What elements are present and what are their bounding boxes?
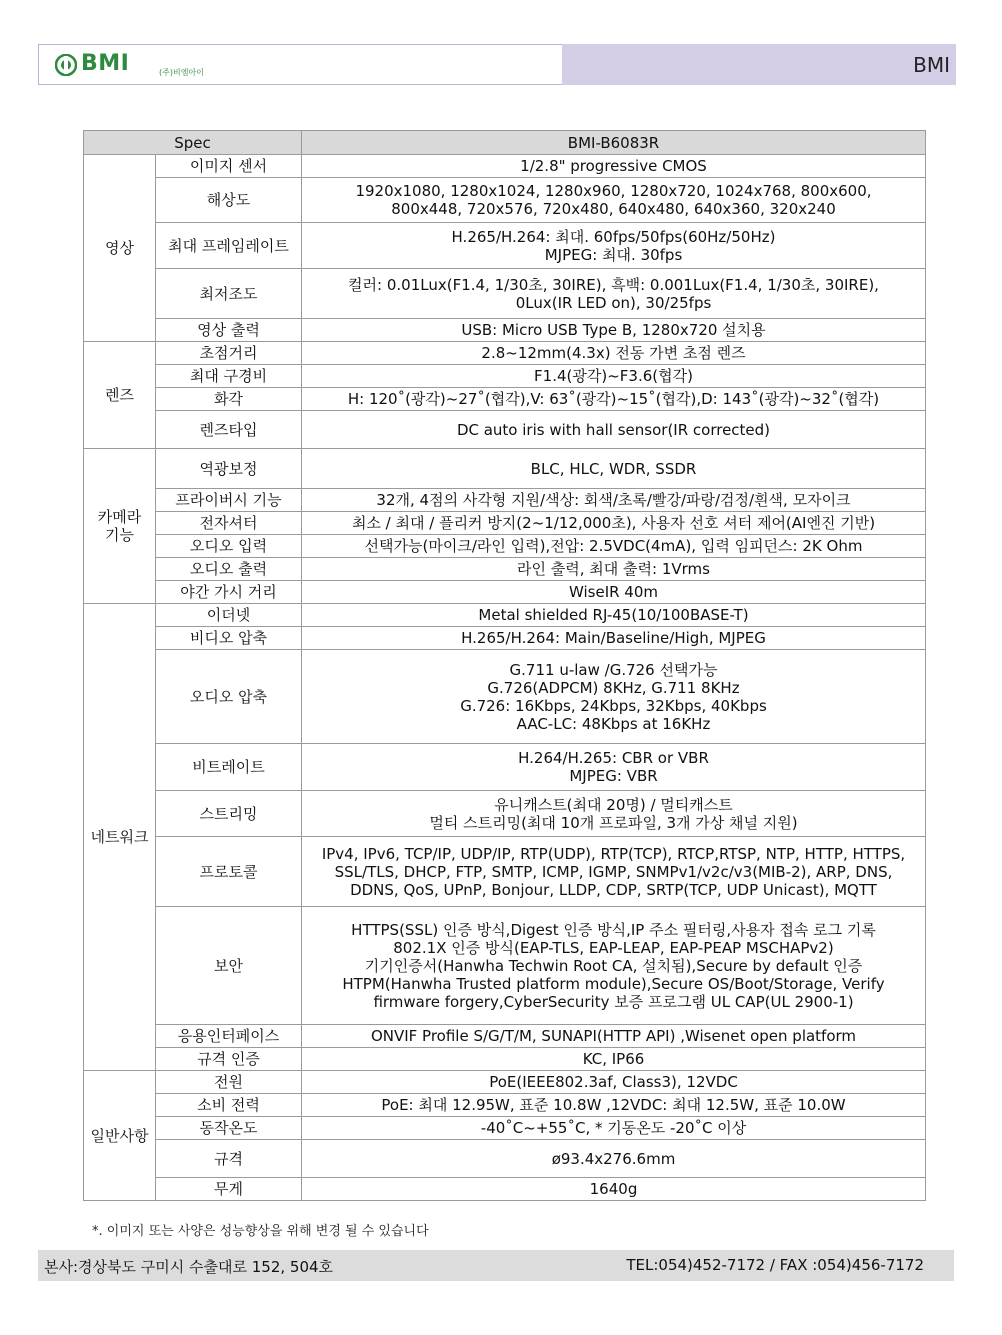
table-row — [84, 365, 926, 388]
spec-label: 화각 — [156, 388, 302, 411]
spec-value: ø93.4x276.6mm — [302, 1140, 926, 1178]
spec-value: 컬러: 0.01Lux(F1.4, 1/30초, 30IRE), 흑백: 0.001Lux(F1.4, 1/30초, 30IRE), 0Lux(IR LED on), 30/25fps — [302, 269, 926, 319]
category-cell-network: 네트워크 — [84, 604, 156, 1071]
table-row — [84, 558, 926, 581]
category-cell-lens: 렌즈 — [84, 342, 156, 449]
spec-label: 오디오 압축 — [156, 650, 302, 744]
spec-label: 보안 — [156, 907, 302, 1025]
spec-value: 1920x1080, 1280x1024, 1280x960, 1280x720, 1024x768, 800x600, 800x448, 720x576, 720x480, 640x480, 640x360, 320x240 — [302, 178, 926, 223]
category-cell-video: 영상 — [84, 155, 156, 342]
spec-label: 영상 출력 — [156, 319, 302, 342]
spec-value: -40˚C~+55˚C, * 기동온도 -20˚C 이상 — [302, 1117, 926, 1140]
spec-label: 프로토콜 — [156, 837, 302, 907]
table-row — [84, 535, 926, 558]
table-row — [84, 1071, 926, 1094]
table-row — [84, 489, 926, 512]
spec-label: 이미지 센서 — [156, 155, 302, 178]
spec-value: H.264/H.265: CBR or VBR MJPEG: VBR — [302, 744, 926, 791]
spec-value: F1.4(광각)~F3.6(협각) — [302, 365, 926, 388]
spec-value: IPv4, IPv6, TCP/IP, UDP/IP, RTP(UDP), RTP(TCP), RTCP,RTSP, NTP, HTTP, HTTPS, SSL/TLS, DHCP, FTP, SMTP, ICMP, IGMP, SNMPv1/v2c/v3(MIB-2), ARP, DNS, DDNS, QoS, UPnP, Bonjour, LLDP, CDP, SRTP(TCP, UDP Unicast), MQTT — [302, 837, 926, 907]
spec-table — [83, 130, 926, 1201]
spec-label: 오디오 입력 — [156, 535, 302, 558]
table-row — [84, 388, 926, 411]
category-cell-camera: 카메라 기능 — [84, 449, 156, 604]
spec-label: 최저조도 — [156, 269, 302, 319]
spec-value: HTTPS(SSL) 인증 방식,Digest 인증 방식,IP 주소 필터링,사용자 접속 로그 기록 802.1X 인증 방식(EAP-TLS, EAP-LEAP, EAP-PEAP MSCHAPv2) 기기인증서(Hanwha Techwin Root CA, 설치됨),Secure by default 인증 HTPM(Hanwha Trusted platform module),Secure OS/Boot/Storage, Verify firmware forgery,CyberSecurity 보증 프로그램 UL CAP(UL 2900-1) — [302, 907, 926, 1025]
spec-label: 비트레이트 — [156, 744, 302, 791]
spec-value: 선택가능(마이크/라인 입력),전압: 2.5VDC(4mA), 입력 임피던스: 2K Ohm — [302, 535, 926, 558]
spec-value: USB: Micro USB Type B, 1280x720 설치용 — [302, 319, 926, 342]
table-row — [84, 791, 926, 837]
spec-value: 최소 / 최대 / 플리커 방지(2~1/12,000초), 사용자 선호 셔터 제어(AI엔진 기반) — [302, 512, 926, 535]
spec-label: 비디오 압축 — [156, 627, 302, 650]
spec-label: 역광보정 — [156, 449, 302, 489]
spec-label: 무게 — [156, 1178, 302, 1201]
spec-value: PoE(IEEE802.3af, Class3), 12VDC — [302, 1071, 926, 1094]
spec-value: 1640g — [302, 1178, 926, 1201]
table-row — [84, 512, 926, 535]
table-row — [84, 223, 926, 269]
spec-label: 전자셔터 — [156, 512, 302, 535]
table-row — [84, 319, 926, 342]
spec-value: WiseIR 40m — [302, 581, 926, 604]
spec-label: 렌즈타입 — [156, 411, 302, 449]
spec-header-label: Spec — [84, 131, 302, 155]
spec-value: DC auto iris with hall sensor(IR corrected) — [302, 411, 926, 449]
model-header-label: BMI-B6083R — [302, 131, 926, 155]
spec-value: 1/2.8" progressive CMOS — [302, 155, 926, 178]
spec-value: Metal shielded RJ-45(10/100BASE-T) — [302, 604, 926, 627]
table-row — [84, 1140, 926, 1178]
logo-text: BMI — [81, 51, 130, 76]
page-header — [38, 44, 956, 85]
disclaimer-note: *. 이미지 또는 사양은 성능향상을 위해 변경 될 수 있습니다 — [92, 1224, 429, 1239]
table-row — [84, 1048, 926, 1071]
header-brand: BMI — [913, 53, 950, 77]
spec-label: 이더넷 — [156, 604, 302, 627]
spec-value: G.711 u-law /G.726 선택가능 G.726(ADPCM) 8KHz, G.711 8KHz G.726: 16Kbps, 24Kbps, 32Kbps, 40Kbps AAC-LC: 48Kbps at 16KHz — [302, 650, 926, 744]
spec-value: 32개, 4점의 사각형 지원/색상: 회색/초록/빨강/파랑/검정/흰색, 모자이크 — [302, 489, 926, 512]
category-cell-general: 일반사항 — [84, 1071, 156, 1201]
table-row — [84, 1094, 926, 1117]
table-row — [84, 1117, 926, 1140]
spec-value: BLC, HLC, WDR, SSDR — [302, 449, 926, 489]
spec-label: 초점거리 — [156, 342, 302, 365]
table-row — [84, 604, 926, 627]
spec-value: H: 120˚(광각)~27˚(협각),V: 63˚(광각)~15˚(협각),D: 143˚(광각)~32˚(협각) — [302, 388, 926, 411]
spec-label: 규격 인증 — [156, 1048, 302, 1071]
spec-value: PoE: 최대 12.95W, 표준 10.8W ,12VDC: 최대 12.5W, 표준 10.0W — [302, 1094, 926, 1117]
table-row — [84, 837, 926, 907]
table-row — [84, 411, 926, 449]
spec-value: 유니캐스트(최대 20명) / 멀티캐스트 멀티 스트리밍(최대 10개 프로파일, 3개 가상 채널 지원) — [302, 791, 926, 837]
spec-label: 스트리밍 — [156, 791, 302, 837]
table-row — [84, 650, 926, 744]
table-row — [84, 581, 926, 604]
table-row — [84, 627, 926, 650]
spec-label: 응용인터페이스 — [156, 1025, 302, 1048]
spec-label: 전원 — [156, 1071, 302, 1094]
table-row — [84, 907, 926, 1025]
spec-label: 최대 프레임레이트 — [156, 223, 302, 269]
footer-contact: TEL:054)452-7172 / FAX :054)456-7172 — [626, 1256, 924, 1274]
table-row — [84, 449, 926, 489]
header-brand-area — [562, 44, 956, 85]
header-logo-area — [38, 44, 564, 85]
table-row — [84, 342, 926, 365]
table-row — [84, 178, 926, 223]
spec-label: 오디오 출력 — [156, 558, 302, 581]
table-row — [84, 1025, 926, 1048]
spec-value: ONVIF Profile S/G/T/M, SUNAPI(HTTP API) ,Wisenet open platform — [302, 1025, 926, 1048]
spec-label: 최대 구경비 — [156, 365, 302, 388]
bmi-logo-icon — [55, 54, 77, 76]
spec-label: 프라이버시 기능 — [156, 489, 302, 512]
spec-label: 동작온도 — [156, 1117, 302, 1140]
footer-address: 본사:경상북도 구미시 수출대로 152, 504호 — [44, 1258, 334, 1276]
spec-value: H.265/H.264: 최대. 60fps/50fps(60Hz/50Hz) MJPEG: 최대. 30fps — [302, 223, 926, 269]
table-row — [84, 744, 926, 791]
spec-value: KC, IP66 — [302, 1048, 926, 1071]
spec-value: 라인 출력, 최대 출력: 1Vrms — [302, 558, 926, 581]
spec-value: H.265/H.264: Main/Baseline/High, MJPEG — [302, 627, 926, 650]
page-footer — [38, 1250, 954, 1281]
table-row — [84, 269, 926, 319]
spec-label: 소비 전력 — [156, 1094, 302, 1117]
spec-value: 2.8~12mm(4.3x) 전동 가변 초점 렌즈 — [302, 342, 926, 365]
logo-subtitle: (주)비엠아이 — [159, 68, 204, 77]
table-row — [84, 1178, 926, 1201]
spec-label: 야간 가시 거리 — [156, 581, 302, 604]
table-row — [84, 155, 926, 178]
spec-label: 규격 — [156, 1140, 302, 1178]
spec-label: 해상도 — [156, 178, 302, 223]
